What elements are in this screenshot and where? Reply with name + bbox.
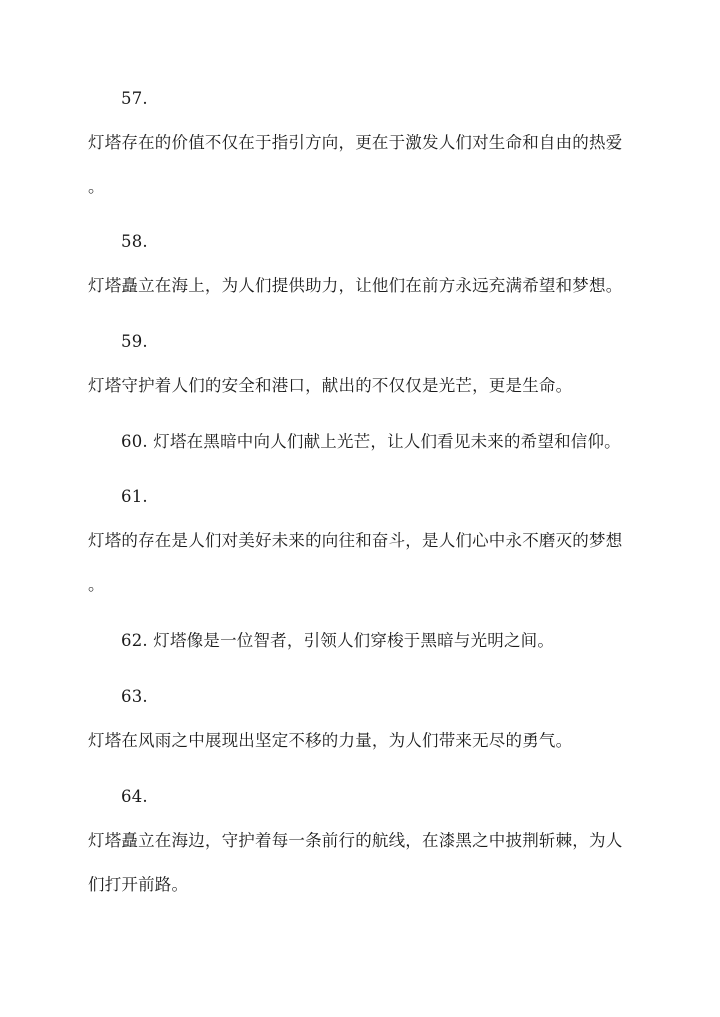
entry-59-number: 59. [121, 332, 148, 351]
entry-64-text-line1: 灯塔矗立在海边，守护着每一条前行的航线，在漆黑之中披荆斩棘，为人 [88, 831, 623, 850]
entry-58-text-line1: 灯塔矗立在海上，为人们提供助力，让他们在前方永远充满希望和梦想。 [88, 276, 623, 295]
entry-61-text-line1: 灯塔的存在是人们对美好未来的向往和奋斗，是人们心中永不磨灭的梦想 [88, 531, 623, 550]
entry-59-text-line1: 灯塔守护着人们的安全和港口，献出的不仅仅是光芒，更是生命。 [88, 376, 573, 395]
entry-57-number: 57. [121, 89, 148, 108]
entry-64-text-line2: 们打开前路。 [88, 875, 189, 894]
entry-57-text-line1: 灯塔存在的价值不仅在于指引方向，更在于激发人们对生命和自由的热爱 [88, 133, 623, 152]
entry-58-number: 58. [121, 232, 148, 251]
entry-61-number: 61. [121, 487, 148, 506]
entry-60-text: 60. 灯塔在黑暗中向人们献上光芒，让人们看见未来的希望和信仰。 [121, 432, 621, 451]
entry-57-text-line2: 。 [88, 177, 105, 196]
entry-62-text: 62. 灯塔像是一位智者，引领人们穿梭于黑暗与光明之间。 [121, 631, 555, 650]
entry-61-text-line2: 。 [88, 575, 105, 594]
entry-63-number: 63. [121, 687, 148, 706]
entry-63-text-line1: 灯塔在风雨之中展现出坚定不移的力量，为人们带来无尽的勇气。 [88, 731, 573, 750]
entry-64-number: 64. [121, 787, 148, 806]
